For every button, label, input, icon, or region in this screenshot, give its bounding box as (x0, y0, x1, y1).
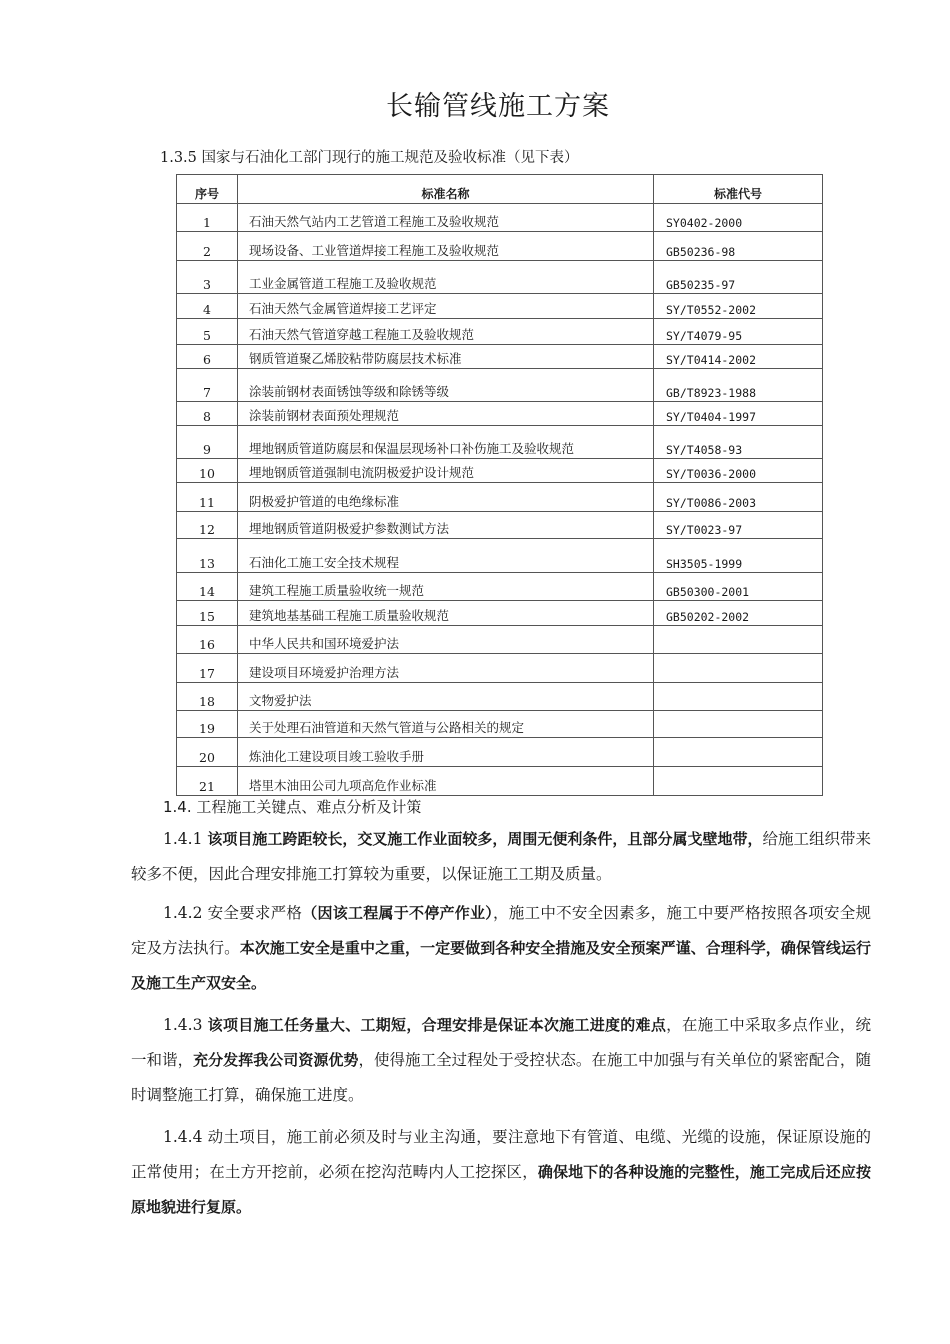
row-number: 20 (177, 738, 238, 767)
standard-name: 建设项目环境爱护治理方法 (238, 654, 654, 683)
standard-name: 埋地钢质管道阴极爱护参数测试方法 (238, 512, 654, 539)
standard-code: SY/T0036-2000 (654, 459, 823, 483)
standard-code (654, 626, 823, 654)
row-number: 9 (177, 426, 238, 459)
p2-prefix: 1.4.2 安全要求严格 (163, 904, 303, 922)
standard-name: 涂装前钢材表面锈蚀等级和除锈等级 (238, 369, 654, 402)
table-body (177, 204, 823, 796)
standard-name: 中华人民共和国环境爱护法 (238, 626, 654, 654)
table-row (177, 711, 823, 738)
paragraph-1-4-3 (131, 1008, 871, 1113)
table-row (177, 601, 823, 626)
row-number: 13 (177, 539, 238, 573)
p2-mid: ，施工中不安全因素多，施工中要严格按照各项安全规定及方法执行。 (131, 904, 871, 957)
table-row (177, 512, 823, 539)
standard-code: SY/T0086-2003 (654, 483, 823, 512)
p3-bold-1: 该项目施工任务量大、工期短，合理安排是保证本次施工进度的难点 (207, 1016, 667, 1034)
table-row (177, 345, 823, 369)
standard-code: SY/T0404-1997 (654, 402, 823, 426)
header-no: 序号 (177, 175, 238, 204)
table-row (177, 204, 823, 232)
table-row (177, 767, 823, 796)
standards-table (176, 174, 823, 796)
standard-name: 文物爱护法 (238, 683, 654, 711)
standard-code (654, 654, 823, 683)
p4-bold: 确保地下的各种设施的完整性，施工完成后还应按原地貌进行复原。 (131, 1163, 871, 1216)
standard-code: SY/T4058-93 (654, 426, 823, 459)
standard-name: 关于处理石油管道和天然气管道与公路相关的规定 (238, 711, 654, 738)
paragraph-1-4-2 (131, 896, 871, 1001)
table-row (177, 402, 823, 426)
page-title: 长输管线施工方案 (386, 91, 610, 122)
row-number: 15 (177, 601, 238, 626)
table-header-row (177, 175, 823, 204)
standard-code: SH3505-1999 (654, 539, 823, 573)
standard-code (654, 711, 823, 738)
p1-rest: 给施工组织带来较多不便，因此合理安排施工打算较为重要，以保证施工工期及质量。 (131, 830, 871, 883)
row-number: 6 (177, 345, 238, 369)
table-row (177, 483, 823, 512)
paragraph-1-4-4 (131, 1120, 871, 1225)
standard-name: 石油化工施工安全技术规程 (238, 539, 654, 573)
standard-name: 现场设备、工业管道焊接工程施工及验收规范 (238, 232, 654, 261)
p3-rest: ，使得施工全过程处于受控状态。在施工中加强与有关单位的紧密配合，随时调整施工打算，确保施工进度。 (131, 1051, 871, 1104)
row-number: 8 (177, 402, 238, 426)
p3-bold-2: 充分发挥我公司资源优势 (193, 1051, 359, 1069)
row-number: 17 (177, 654, 238, 683)
header-name: 标准名称 (238, 175, 654, 204)
section-caption: 1.3.5 国家与石油化工部门现行的施工规范及验收标准（见下表） (160, 150, 579, 166)
p2-bold-2: 本次施工安全是重中之重，一定要做到各种安全措施及安全预案严谨、合理科学，确保管线运行及施工生产双安全。 (131, 939, 871, 992)
standard-code: SY/T0552-2002 (654, 294, 823, 319)
standard-code: SY/T0023-97 (654, 512, 823, 539)
standard-name: 石油天然气金属管道焊接工艺评定 (238, 294, 654, 319)
standard-name: 塔里木油田公司九项高危作业标准 (238, 767, 654, 796)
standard-code: GB50235-97 (654, 261, 823, 294)
standard-code: GB50300-2001 (654, 573, 823, 601)
p4-prefix: 1.4.4 动土项目，施工前必须及时与业主沟通，要注意地下有管道、电缆、光缆的设施，保证原设施的正常使用；在土方开挖前，必须在挖沟范畴内人工挖探区， (131, 1128, 871, 1181)
table-row (177, 573, 823, 601)
p3-mid: ，在施工中采取多点作业，统一和谐， (131, 1016, 871, 1069)
row-number: 5 (177, 319, 238, 345)
standard-name: 石油天然气管道穿越工程施工及验收规范 (238, 319, 654, 345)
standard-code: GB50236-98 (654, 232, 823, 261)
standard-name: 建筑工程施工质量验收统一规范 (238, 573, 654, 601)
table-row (177, 683, 823, 711)
table-row (177, 459, 823, 483)
standard-name: 建筑地基基础工程施工质量验收规范 (238, 601, 654, 626)
header-code: 标准代号 (654, 175, 823, 204)
standard-name: 埋地钢质管道防腐层和保温层现场补口补伤施工及验收规范 (238, 426, 654, 459)
standard-code (654, 683, 823, 711)
row-number: 12 (177, 512, 238, 539)
table-row (177, 654, 823, 683)
table-row (177, 369, 823, 402)
standard-name: 涂装前钢材表面预处理规范 (238, 402, 654, 426)
standard-name: 埋地钢质管道强制电流阴极爱护设计规范 (238, 459, 654, 483)
p3-prefix: 1.4.3 (163, 1016, 208, 1034)
standard-code: GB50202-2002 (654, 601, 823, 626)
row-number: 14 (177, 573, 238, 601)
standard-name: 钢质管道聚乙烯胶粘带防腐层技术标准 (238, 345, 654, 369)
standard-code: SY/T0414-2002 (654, 345, 823, 369)
p2-bold-1: （因该工程属于不停产作业） (302, 904, 494, 922)
row-number: 3 (177, 261, 238, 294)
row-number: 1 (177, 204, 238, 232)
table-row (177, 738, 823, 767)
paragraph-1-4-1 (131, 822, 871, 892)
standard-code: SY/T4079-95 (654, 319, 823, 345)
standard-code: GB/T8923-1988 (654, 369, 823, 402)
table-row (177, 261, 823, 294)
standard-name: 阴极爱护管道的电绝缘标准 (238, 483, 654, 512)
standard-code (654, 767, 823, 796)
table-row (177, 294, 823, 319)
row-number: 11 (177, 483, 238, 512)
row-number: 19 (177, 711, 238, 738)
p1-prefix: 1.4.1 (163, 830, 208, 848)
table-row (177, 232, 823, 261)
row-number: 7 (177, 369, 238, 402)
table-row (177, 626, 823, 654)
standard-name: 石油天然气站内工艺管道工程施工及验收规范 (238, 204, 654, 232)
standard-name: 炼油化工建设项目竣工验收手册 (238, 738, 654, 767)
row-number: 4 (177, 294, 238, 319)
standard-code: SY0402-2000 (654, 204, 823, 232)
row-number: 16 (177, 626, 238, 654)
section-heading: 1.4. 工程施工关键点、难点分析及计策 (163, 798, 422, 816)
row-number: 10 (177, 459, 238, 483)
row-number: 21 (177, 767, 238, 796)
p1-bold: 该项目施工跨距较长，交叉施工作业面较多，周围无便利条件，且部分属戈壁地带， (207, 830, 763, 848)
table-row (177, 539, 823, 573)
standard-name: 工业金属管道工程施工及验收规范 (238, 261, 654, 294)
standard-code (654, 738, 823, 767)
table-row (177, 319, 823, 345)
row-number: 2 (177, 232, 238, 261)
table-row (177, 426, 823, 459)
row-number: 18 (177, 683, 238, 711)
